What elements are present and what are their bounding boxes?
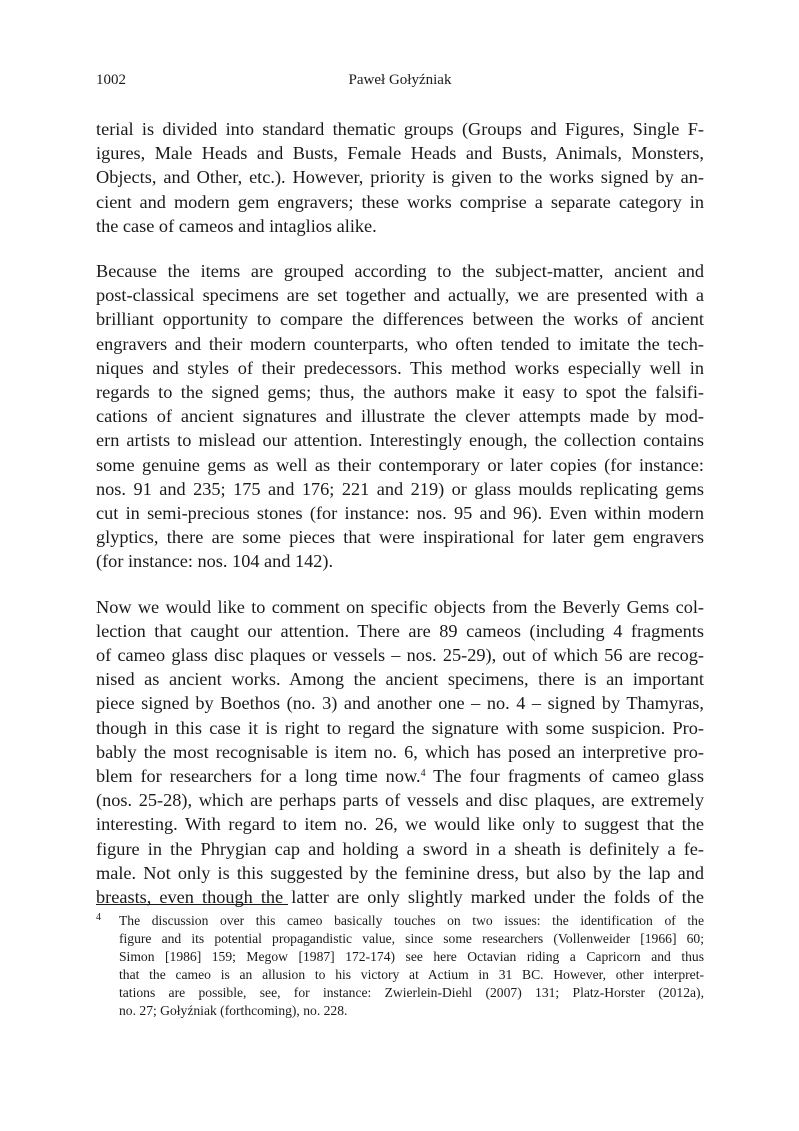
footnote-divider bbox=[96, 904, 288, 905]
text-line: engravers and their modern counterparts, who often tended to imitate the tech- bbox=[96, 333, 704, 354]
footnote-text bbox=[119, 912, 704, 1019]
text-line: cient and modern gem engravers; these works comprise a separate category in bbox=[96, 191, 704, 212]
paragraph-3 bbox=[96, 595, 704, 910]
body-text bbox=[96, 117, 704, 930]
text-line: cut in semi-precious stones (for instance: nos. 95 and 96). Even within modern bbox=[96, 503, 704, 524]
paragraph-1 bbox=[96, 117, 704, 238]
footnote-ref[interactable]: 4 bbox=[420, 768, 426, 780]
text-line: glyptics, there are some pieces that were inspirational for later gem engravers bbox=[96, 527, 704, 548]
text-line: cations of ancient signatures and illustrate the clever attempts made by mod- bbox=[96, 406, 704, 427]
text-line: (nos. 25-28), which are perhaps parts of vessels and disc plaques, are extremely bbox=[96, 790, 704, 811]
text-line: nos. 91 and 235; 175 and 176; 221 and 219) or glass moulds replicating gems bbox=[96, 478, 704, 499]
page-number: 1002 bbox=[96, 72, 126, 88]
text-line: niques and styles of their predecessors. This method works especially well in bbox=[96, 357, 704, 378]
text-line: post-classical specimens are set together and actually, we are presented with a bbox=[96, 285, 704, 306]
text-line: Objects, and Other, etc.). However, priority is given to the works signed by an- bbox=[96, 167, 704, 188]
footnote bbox=[96, 912, 704, 1019]
footnote-mark: 4 bbox=[96, 912, 101, 923]
text-line: the case of cameos and intaglios alike. bbox=[96, 215, 377, 236]
text-line: breasts, even though the latter are only slightly marked under the folds of the bbox=[96, 887, 704, 908]
text-line: (for instance: nos. 104 and 142). bbox=[96, 551, 334, 572]
text-line: interesting. With regard to item no. 26, we would like only to suggest that the bbox=[96, 814, 704, 835]
footnote-line: that the cameo is an allusion to his victory at Actium in 31 BC. However, other interpret- bbox=[119, 966, 704, 982]
text-line: of cameo glass disc plaques or vessels – nos. 25-29), out of which 56 are recog- bbox=[96, 645, 704, 666]
running-head: Paweł Gołyźniak bbox=[348, 72, 452, 88]
footnote-line: no. 27; Gołyźniak (forthcoming), no. 228. bbox=[119, 1002, 348, 1018]
text-line: regards to the signed gems; thus, the authors make it easy to spot the falsifi- bbox=[96, 382, 704, 403]
text-line: brilliant opportunity to compare the differences between the works of ancient bbox=[96, 309, 704, 330]
text-line: piece signed by Boethos (no. 3) and another one – no. 4 – signed by Thamyras, bbox=[96, 693, 704, 714]
footnote-line: tations are possible, see, for instance: Zwierlein-Diehl (2007) 131; Platz-Horster (2012a), bbox=[119, 984, 704, 1000]
text-line: nised as ancient works. Among the ancient specimens, there is an important bbox=[96, 669, 704, 690]
text-line: some genuine gems as well as their contemporary or later copies (for instance: bbox=[96, 454, 704, 475]
text-line: bably the most recognisable is item no. 6, which has posed an interpretive pro- bbox=[96, 741, 704, 762]
page-header bbox=[96, 72, 704, 92]
footnote-line: The discussion over this cameo basically touches on two issues: the identification of the bbox=[119, 913, 704, 928]
text-line: ern artists to mislead our attention. Interestingly enough, the collection contains bbox=[96, 430, 704, 451]
footnote-line: figure and its potential propagandistic value, since some researchers (Vollenweider [1966] 60; bbox=[119, 930, 704, 946]
text-line: lection that caught our attention. There are 89 cameos (including 4 fragments bbox=[96, 620, 704, 641]
text-segment: The four fragments of cameo glass bbox=[425, 766, 705, 787]
text-line-with-footnote-ref bbox=[96, 764, 704, 788]
text-segment: blem for researchers for a long time now. bbox=[96, 766, 421, 787]
paragraph-2 bbox=[96, 259, 704, 574]
text-line: figure in the Phrygian cap and holding a sword in a sheath is definitely a fe- bbox=[96, 838, 704, 859]
text-line: terial is divided into standard thematic groups (Groups and Figures, Single F- bbox=[96, 119, 704, 139]
text-line: male. Not only is this suggested by the feminine dress, but also by the lap and bbox=[96, 862, 704, 883]
text-line: Because the items are grouped according to the subject-matter, ancient and bbox=[96, 261, 704, 282]
footnote-line: Simon [1986] 159; Megow [1987] 172-174) see here Octavian riding a Capricorn and thus bbox=[119, 948, 704, 964]
text-line: igures, Male Heads and Busts, Female Heads and Busts, Animals, Monsters, bbox=[96, 143, 704, 164]
text-line: though in this case it is right to regard the signature with some suspicion. Pro- bbox=[96, 717, 704, 738]
text-line: Now we would like to comment on specific objects from the Beverly Gems col- bbox=[96, 596, 704, 617]
